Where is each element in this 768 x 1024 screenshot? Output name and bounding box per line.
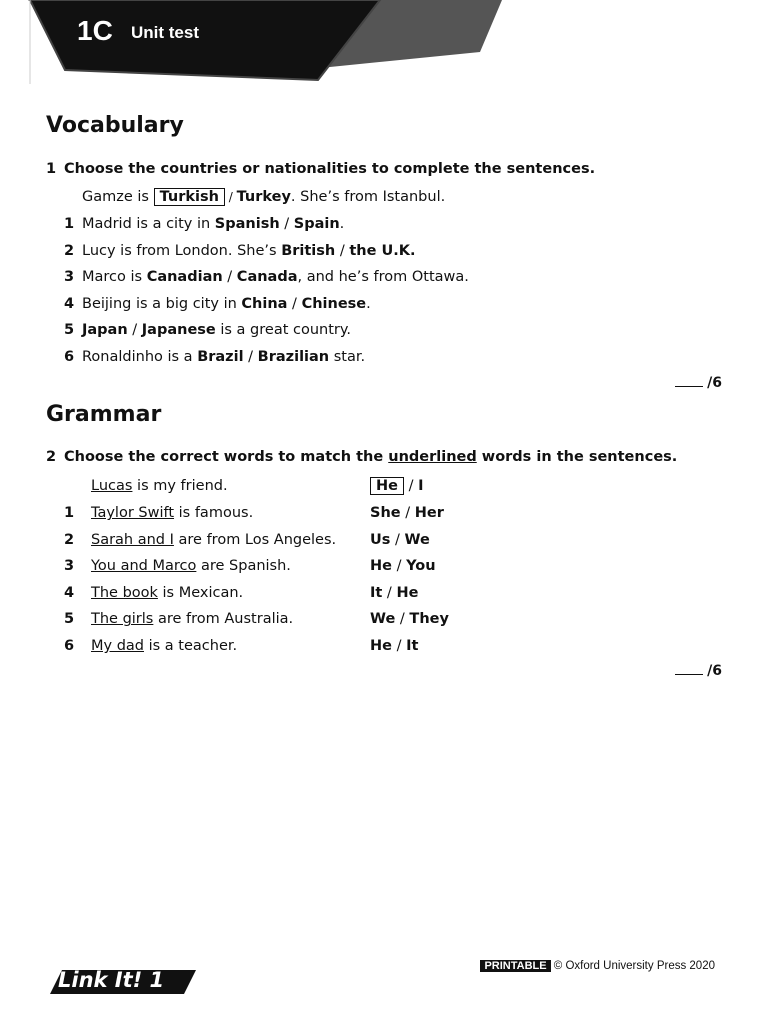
instruction-underlined: underlined: [388, 449, 477, 465]
option-two[interactable]: We: [404, 531, 430, 548]
item-sentence: [91, 638, 237, 654]
option-one[interactable]: We: [370, 611, 396, 628]
instruction-text: Choose the correct words to match the: [64, 449, 389, 465]
sentence-text: is famous.: [174, 505, 254, 521]
sentence-text: are Spanish.: [196, 558, 291, 575]
sentence-text: is my friend.: [132, 478, 228, 494]
item-options: [370, 611, 449, 627]
item-sentence: [82, 216, 344, 232]
sentence-text-end: is a great country.: [215, 322, 351, 339]
sentence-text-end: star.: [329, 349, 366, 365]
instruction-number: 2: [46, 449, 57, 465]
item-number: 5: [64, 611, 75, 628]
item-number: 6: [64, 638, 75, 654]
sentence-text: is Mexican.: [157, 584, 244, 601]
option-two[interactable]: Japanese: [141, 322, 216, 339]
separator: /: [224, 190, 237, 204]
sentence-text-end: .: [339, 216, 345, 232]
option-two[interactable]: Chinese: [301, 295, 367, 312]
separator: /: [390, 531, 405, 548]
item-number: 6: [64, 349, 75, 365]
separator: /: [391, 558, 407, 575]
option-two[interactable]: Canada: [236, 269, 298, 286]
grammar-instruction: [46, 449, 677, 465]
option-two[interactable]: Her: [414, 505, 444, 521]
separator: /: [287, 295, 302, 312]
footer-copyright: [480, 960, 715, 972]
underlined-subject: Lucas: [91, 478, 133, 494]
item-sentence: [82, 296, 371, 312]
sentence-text: are from Los Angeles.: [173, 531, 337, 548]
example-text-end: . She’s from Istanbul.: [290, 189, 446, 205]
item-sentence: [82, 269, 469, 285]
option-two[interactable]: the U.K.: [349, 242, 416, 259]
sentence-text: are from Australia.: [153, 611, 294, 628]
score-blank[interactable]: [675, 672, 703, 675]
option-one[interactable]: Japan: [82, 322, 128, 339]
option-one[interactable]: He: [370, 558, 392, 575]
underlined-subject: The book: [91, 584, 158, 601]
separator: /: [335, 242, 350, 259]
option-one[interactable]: Canadian: [146, 269, 223, 286]
item-sentence: [82, 349, 365, 365]
score-total: /6: [707, 375, 722, 391]
grammar-heading: Grammar: [46, 402, 162, 427]
item-sentence: [91, 505, 253, 521]
item-number: 2: [64, 242, 75, 259]
underlined-subject: You and Marco: [91, 558, 197, 575]
item-number: 4: [64, 295, 75, 312]
item-sentence: [91, 558, 291, 574]
underlined-subject: The girls: [91, 611, 154, 628]
grammar-example-options: [370, 478, 424, 494]
instruction-text-end: words in the sentences.: [476, 449, 678, 465]
score-blank[interactable]: [675, 384, 703, 387]
item-number: 2: [64, 531, 75, 548]
vocab-example: [82, 189, 445, 205]
option-two[interactable]: He: [396, 584, 419, 601]
sentence-text: Madrid is a city in: [82, 216, 215, 232]
example-answer-box: He: [370, 477, 404, 495]
separator: /: [127, 322, 142, 339]
separator: /: [279, 216, 294, 232]
example-text: Gamze is: [82, 189, 154, 205]
option-two[interactable]: They: [409, 611, 449, 628]
sentence-text-end: .: [366, 295, 371, 312]
separator: /: [395, 611, 410, 628]
option-one[interactable]: He: [370, 638, 392, 654]
option-one[interactable]: She: [370, 505, 401, 521]
underlined-subject: My dad: [91, 638, 144, 654]
item-number: 5: [64, 322, 75, 339]
option-one[interactable]: British: [281, 242, 336, 259]
item-sentence: [91, 532, 336, 548]
unit-title: Unit test: [131, 23, 199, 42]
example-option: I: [418, 478, 424, 494]
item-sentence: [82, 322, 351, 338]
separator: /: [382, 584, 397, 601]
option-two[interactable]: Brazilian: [257, 349, 330, 365]
vocabulary-score: [675, 375, 722, 391]
separator: /: [391, 638, 407, 654]
item-sentence: [91, 611, 293, 627]
item-number: 1: [64, 505, 75, 521]
printable-badge: PRINTABLE: [480, 960, 550, 972]
option-two[interactable]: You: [406, 558, 436, 575]
option-two[interactable]: It: [406, 638, 419, 654]
option-two[interactable]: Spain: [293, 216, 340, 232]
sentence-text: Ronaldinho is a: [82, 349, 198, 365]
unit-code: 1C: [77, 15, 113, 46]
grammar-score: [675, 663, 722, 679]
item-number: 4: [64, 584, 75, 601]
option-one[interactable]: Brazil: [197, 349, 244, 365]
item-options: [370, 558, 436, 574]
item-options: [370, 505, 444, 521]
item-number: 3: [64, 269, 75, 286]
underlined-subject: Taylor Swift: [91, 505, 175, 521]
item-sentence: [91, 585, 243, 601]
vocabulary-heading: Vocabulary: [46, 113, 184, 138]
separator: /: [222, 269, 237, 286]
item-sentence: [82, 243, 416, 259]
vocabulary-instruction: [46, 161, 595, 177]
underlined-subject: Sarah and I: [91, 531, 174, 548]
sentence-text: Beijing is a big city in: [82, 295, 242, 312]
instruction-number: 1: [46, 161, 57, 177]
option-one[interactable]: Spanish: [214, 216, 280, 232]
example-option: Turkey: [236, 189, 291, 205]
sentence-text-end: , and he’s from Ottawa.: [297, 269, 469, 286]
separator: /: [243, 349, 258, 365]
sentence-text: Lucy is from London. She’s: [82, 242, 282, 259]
example-answer-box: Turkish: [154, 188, 225, 206]
sentence-text: Marco is: [82, 269, 147, 286]
separator: /: [403, 478, 419, 494]
option-one[interactable]: China: [241, 295, 288, 312]
item-options: [370, 638, 418, 654]
item-number: 1: [64, 216, 75, 232]
copyright-text: © Oxford University Press 2020: [550, 960, 715, 972]
logo-text: Link It! 1: [58, 968, 165, 992]
item-options: [370, 532, 430, 548]
item-options: [370, 585, 418, 601]
item-number: 3: [64, 558, 75, 575]
separator: /: [400, 505, 415, 521]
grammar-example-sentence: [91, 478, 228, 494]
unit-banner: [0, 0, 520, 90]
score-total: /6: [707, 663, 722, 679]
option-one[interactable]: Us: [370, 531, 391, 548]
sentence-text: is a teacher.: [144, 638, 238, 654]
instruction-text: Choose the countries or nationalities to complete the sentences.: [64, 161, 596, 177]
option-one[interactable]: It: [370, 584, 383, 601]
